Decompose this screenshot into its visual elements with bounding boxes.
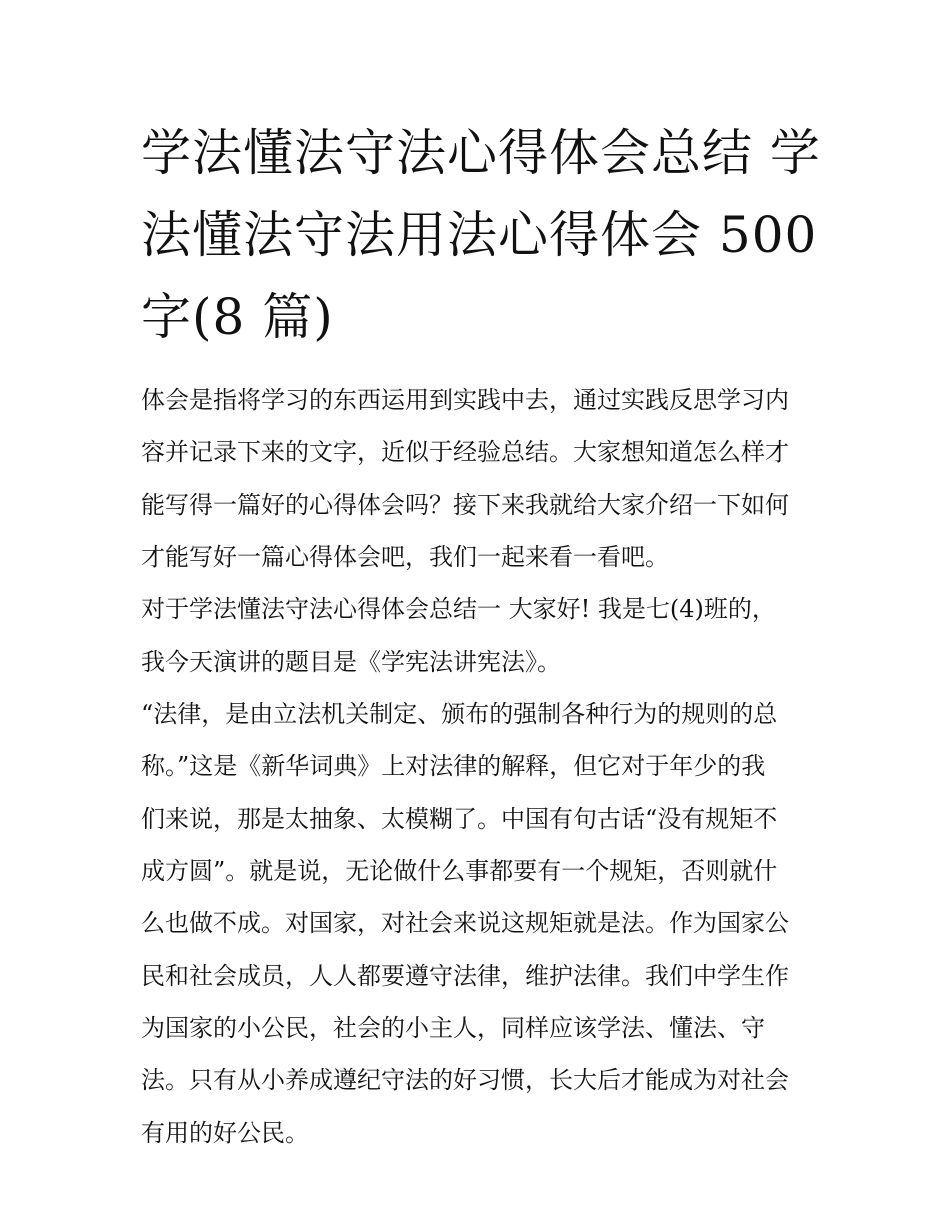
document-body [141, 374, 821, 1159]
title-line: 法懂法守法用法心得体会 500 [141, 206, 818, 264]
paragraph-line: 我今天演讲的题目是《学宪法讲宪法》。 [141, 647, 561, 676]
section-heading-paragraph [141, 583, 821, 688]
paragraph-line: 民和社会成员，人人都要遵守法律，维护法律。我们中学生作 [141, 961, 789, 990]
paragraph-line: 能写得一篇好的心得体会吗？接下来我就给大家介绍一下如何 [141, 490, 789, 519]
paragraph-line: 对于学法懂法守法心得体会总结一 大家好! 我是七(4)班的， [141, 595, 776, 624]
paragraph-line: 容并记录下来的文字，近似于经验总结。大家想知道怎么样才 [141, 438, 789, 467]
paragraph-line: “法律，是由立法机关制定、颁布的强制各种行为的规则的总 [141, 700, 778, 729]
paragraph-line: 为国家的小公民，社会的小主人，同样应该学法、懂法、守 [141, 1013, 765, 1042]
document-page [141, 112, 821, 1159]
paragraph-line: 法。只有从小养成遵纪守法的好习惯，长大后才能成为对社会 [141, 1066, 789, 1095]
paragraph-line: 称。”这是《新华词典》上对法律的解释，但它对于年少的我 [141, 752, 766, 781]
paragraph-line: 成方圆”。就是说，无论做什么事都要有一个规矩，否则就什 [141, 857, 778, 886]
paragraph-line: 才能写好一篇心得体会吧，我们一起来看一看吧。 [141, 542, 669, 571]
intro-paragraph [141, 374, 821, 583]
paragraph-line: 么也做不成。对国家，对社会来说这规矩就是法。作为国家公 [141, 909, 789, 938]
title-line: 学法懂法守法心得体会总结 学 [141, 124, 821, 182]
body-paragraph [141, 688, 821, 1159]
paragraph-line: 有用的好公民。 [141, 1118, 309, 1147]
paragraph-line: 们来说，那是太抽象、太模糊了。中国有句古话“没有规矩不 [141, 804, 778, 833]
paragraph-line: 体会是指将学习的东西运用到实践中去，通过实践反思学习内 [141, 386, 789, 414]
document-title [141, 112, 821, 358]
title-line: 字(8 篇) [141, 288, 334, 346]
